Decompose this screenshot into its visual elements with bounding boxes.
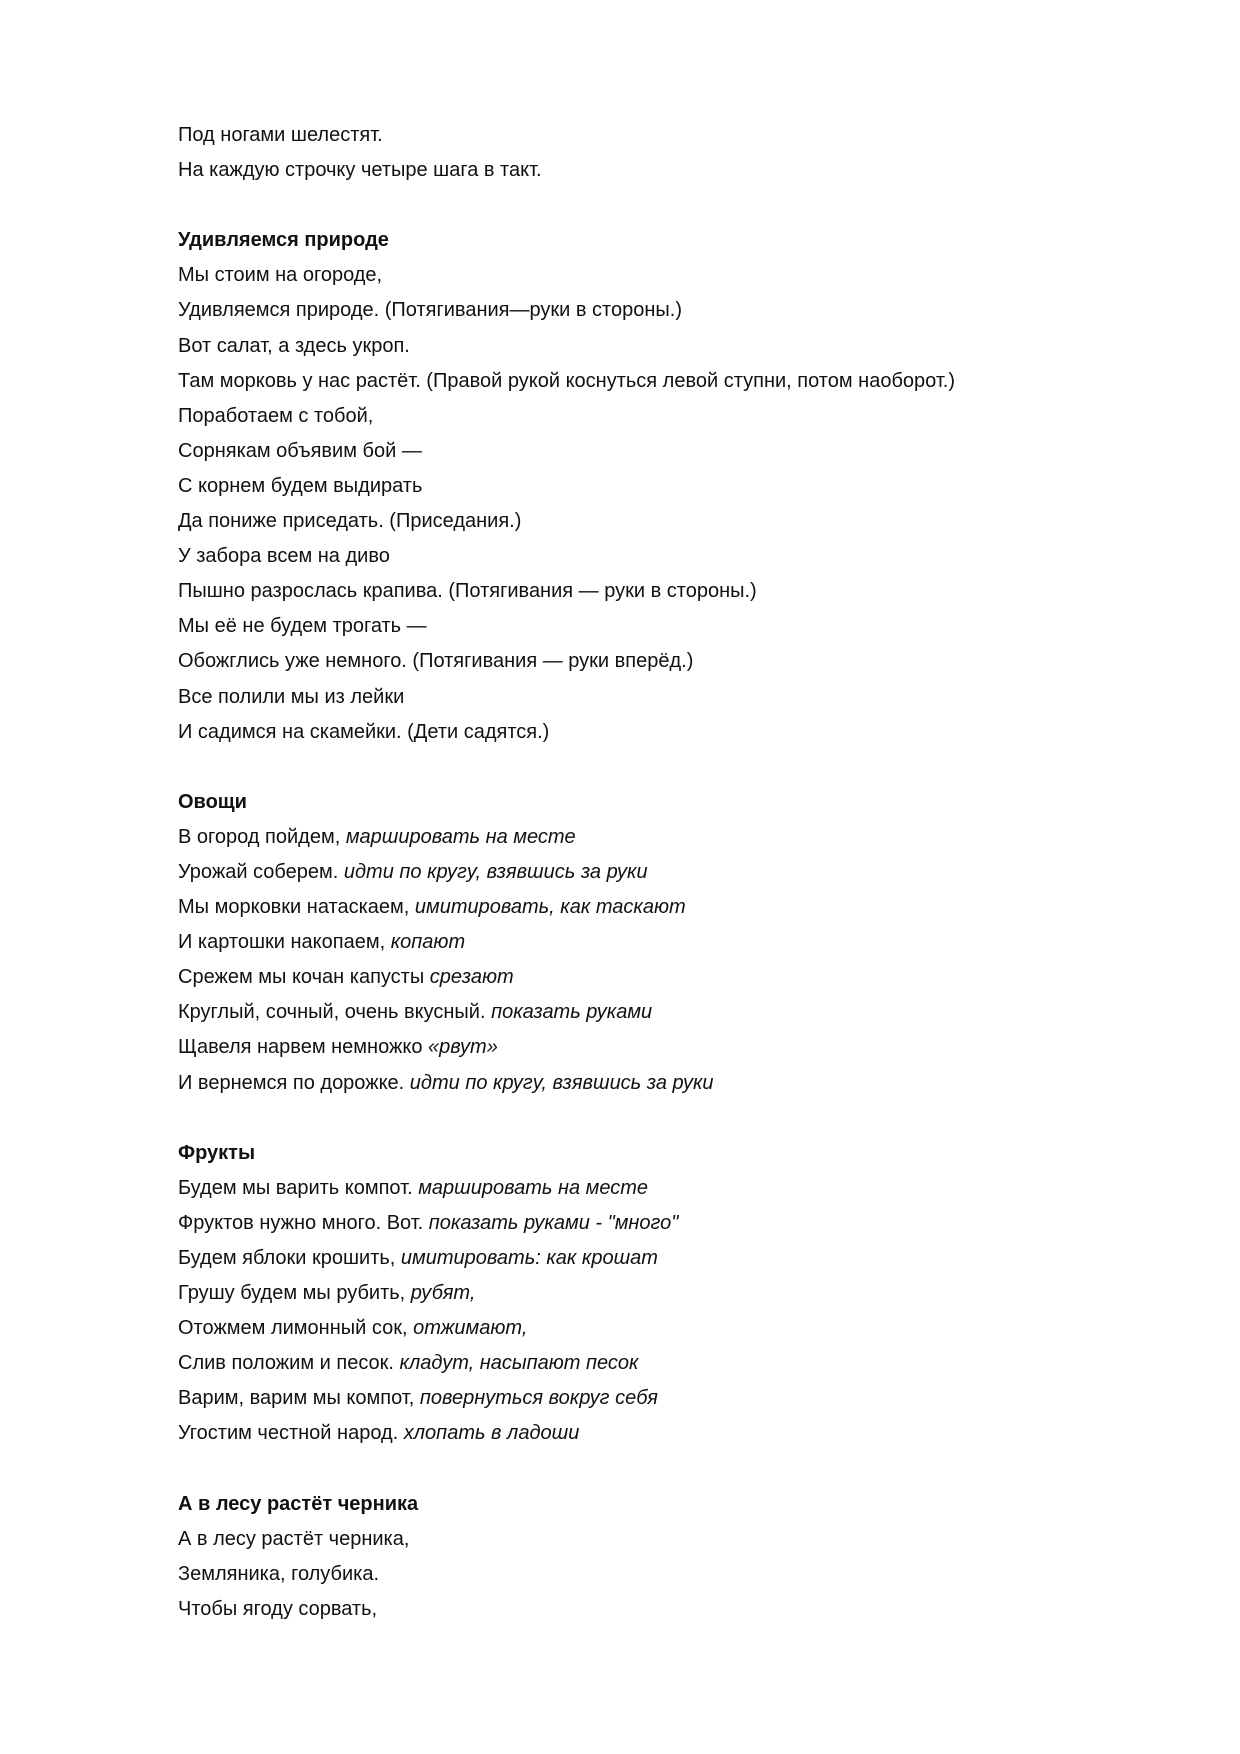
poem-line: Вот салат, а здесь укроп. <box>178 334 410 357</box>
poem-line: Будем яблоки крошить, имитировать: как крошат <box>178 1247 658 1269</box>
poem-line: И садимся на скамейки. (Дети садятся.) <box>178 720 550 743</box>
poem-line: В огород пойдем, маршировать на месте <box>178 825 576 848</box>
poem-line: Отожмем лимонный сок, отжимают, <box>178 1317 528 1340</box>
poem-line: Да пониже приседать. (Приседания.) <box>178 510 522 533</box>
poem-line: Щавеля нарвем немножко «рвут» <box>178 1036 498 1059</box>
spacer <box>178 750 1178 785</box>
section-heading: Удивляемся природе <box>178 229 389 252</box>
poem-line: Мы морковки натаскаем, имитировать, как таскают <box>178 896 686 919</box>
poem-line: Поработаем с тобой, <box>178 404 374 427</box>
poem-line: Земляника, голубика. <box>178 1562 380 1585</box>
poem-line: Удивляемся природе. (Потягивания—руки в стороны.) <box>178 299 682 322</box>
poem-line: С корнем будем выдирать <box>178 474 423 497</box>
section-heading: Овощи <box>178 790 247 813</box>
section-heading: А в лесу растёт черника <box>178 1492 419 1515</box>
poem-line: Варим, варим мы компот, повернуться вокруг себя <box>178 1387 658 1410</box>
spacer <box>178 1101 1178 1136</box>
document-page <box>178 118 1178 1627</box>
poem-line: И картошки накопаем, копают <box>178 931 466 954</box>
poem-line: Мы стоим на огороде, <box>178 264 383 287</box>
poem-line: Пышно разрослась крапива. (Потягивания — руки в стороны.) <box>178 580 757 603</box>
poem-line: И вернемся по дорожке. идти по кругу, взявшись за руки <box>178 1071 714 1094</box>
poem-line: Фруктов нужно много. Вот. показать руками - "много" <box>178 1211 679 1234</box>
text-line: На каждую строчку четыре шага в такт. <box>178 159 542 182</box>
poem-line: Мы её не будем трогать — <box>178 615 427 638</box>
poem-line: Круглый, сочный, очень вкусный. показать руками <box>178 1001 653 1024</box>
poem-line: Угостим честной народ. хлопать в ладоши <box>178 1422 580 1445</box>
poem-line: У забора всем на диво <box>178 545 390 568</box>
poem-line: Будем мы варить компот. маршировать на месте <box>178 1176 649 1199</box>
poem-line: Там морковь у нас растёт. (Правой рукой коснуться левой ступни, потом наоборот.) <box>178 369 955 392</box>
poem-line: Чтобы ягоду сорвать, <box>178 1597 378 1620</box>
poem-line: Срежем мы кочан капусты срезают <box>178 966 514 989</box>
spacer <box>178 1452 1178 1487</box>
poem-line: Слив положим и песок. кладут, насыпают песок <box>178 1352 639 1375</box>
poem-line: Сорнякам объявим бой — <box>178 439 422 462</box>
text-line: Под ногами шелестят. <box>178 124 383 146</box>
poem-line: Грушу будем мы рубить, рубят, <box>178 1282 476 1305</box>
section-heading: Фрукты <box>178 1141 256 1164</box>
spacer <box>178 188 1178 223</box>
poem-line: Все полили мы из лейки <box>178 685 405 708</box>
poem-line: А в лесу растёт черника, <box>178 1527 410 1550</box>
poem-line: Урожай соберем. идти по кругу, взявшись за руки <box>178 860 648 883</box>
poem-line: Обожглись уже немного. (Потягивания — руки вперёд.) <box>178 650 694 673</box>
